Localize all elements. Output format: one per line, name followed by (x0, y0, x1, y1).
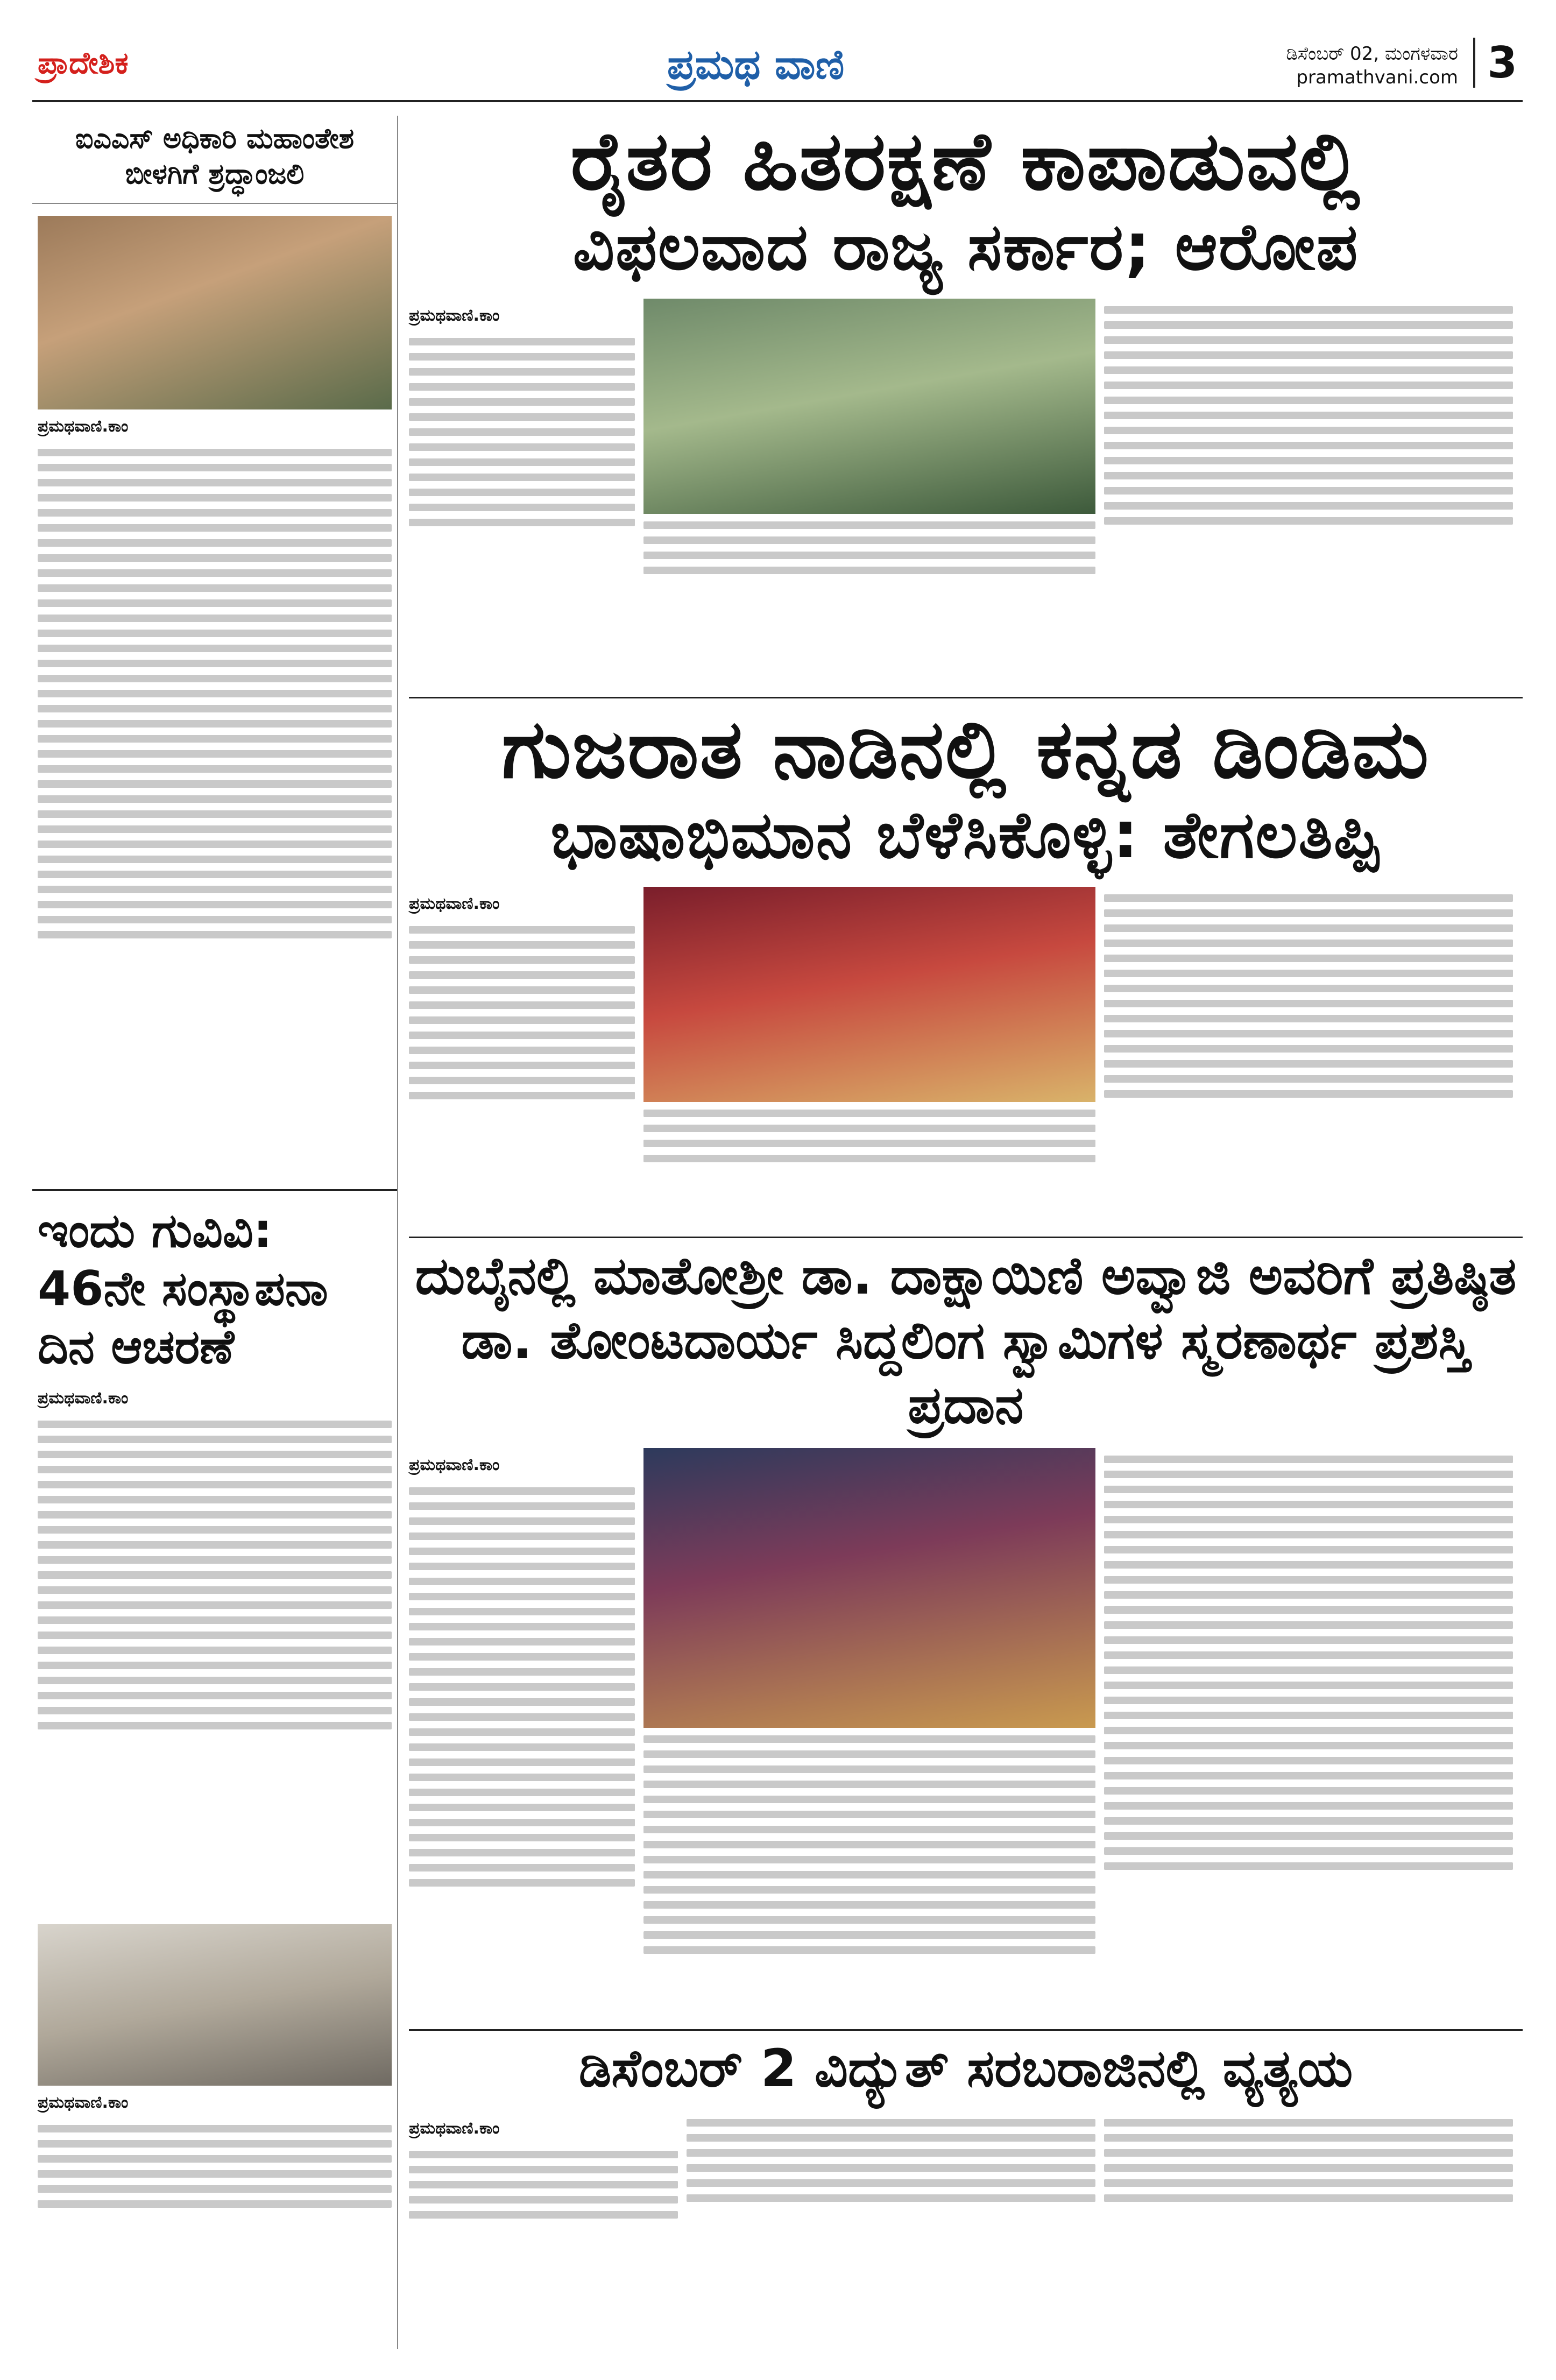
story-2-headline-2: ಭಾಷಾಭಿಮಾನ ಬೆಳೆಸಿಕೊಳ್ಳಿ: ತೇಗಲತಿಪ್ಪಿ (550, 798, 1381, 873)
anniversary-headline: ಇಂದು ಗುವಿವಿ: 46ನೇ ಸಂಸ್ಥಾಪನಾ ದಿನ ಆಚರಣೆ (38, 1203, 328, 1374)
page-number: 3 (1473, 38, 1517, 88)
story-3-body-a (409, 1480, 635, 2082)
tribute-photo (38, 216, 392, 409)
newspaper-title: ಪ್ರಮಥ ವಾಣಿ (667, 40, 845, 88)
anniversary-body (32, 1413, 397, 1908)
bottom-body (32, 2117, 397, 2247)
story-1-headline-2: ವಿಫಲವಾದ ರಾಜ್ಯ ಸರ್ಕಾರ; ಆರೋಪ (572, 210, 1359, 285)
story-dubai-award (409, 1244, 1523, 2024)
kannada-sangha-stage-photo (643, 887, 1095, 1102)
story-3-credit: ಪ್ರಮಥವಾಣಿ.ಕಾಂ (409, 1456, 500, 1474)
story-2-headline-1: ಗುಜರಾತ ನಾಡಿನಲ್ಲಿ ಕನ್ನಡ ಡಿಂಡಿಮ (501, 703, 1430, 796)
story-2-credit: ಪ್ರಮಥವಾಣಿ.ಕಾಂ (409, 894, 500, 913)
story-2-body-a (409, 919, 635, 1198)
dateline (1286, 42, 1458, 89)
bottom-credit: ಪ್ರಮಥವಾಣಿ.ಕಾಂ (38, 2093, 129, 2112)
story-farmers (409, 116, 1523, 691)
story-4-body-c (1104, 2111, 1513, 2273)
story-4-body-b (687, 2111, 1095, 2273)
section-label: ಪ್ರಾದೇಶಿಕ (38, 46, 129, 81)
story-3-headline-2: ಡಾ. ತೋಂಟದಾರ್ಯ ಸಿದ್ದಲಿಂಗ ಸ್ವಾಮಿಗಳ ಸ್ಮರಣಾರ್ಥ ಪ್ರಶಸ್ತಿ ಪ್ರದಾನ (461, 1310, 1470, 1435)
obituary-headline: ಐಎಎಸ್ ಅಧಿಕಾರಿ ಮಹಾಂತೇಶ ಬೀಳಗಿಗೆ ಶ್ರದ್ಧಾಂಜಲಿ (32, 116, 397, 204)
obituary-credit: ಪ್ರಮಥವಾಣಿ.ಕಾಂ (38, 417, 129, 436)
story-1-body-c (1104, 299, 1513, 643)
story-2-body-c (1104, 887, 1513, 1210)
masthead (32, 38, 1523, 102)
website[interactable]: pramathvani.com (1296, 67, 1458, 88)
story-3-body-b (643, 1728, 1095, 2061)
anniversary-credit: ಪ್ರಮಥವಾಣಿ.ಕಾಂ (38, 1389, 129, 1408)
issue-date: ಡಿಸೆಂಬರ್ 02, ಮಂಗಳವಾರ (1286, 43, 1458, 65)
story-3-headline-1: ದುಬೈನಲ್ಲಿ ಮಾತೋಶ್ರೀ ಡಾ. ದಾಕ್ಷಾಯಿಣಿ ಅವ್ವಾಜಿ ಅವರಿಗೆ ಪ್ರತಿಷ್ಠಿತ (415, 1246, 1517, 1306)
story-gujarat-kannada (409, 704, 1523, 1231)
story-4-headline: ಡಿಸೆಂಬರ್ 2 ವಿದ್ಯುತ್ ಸರಬರಾಜಿನಲ್ಲಿ ವ್ಯತ್ಯಯ (578, 2038, 1353, 2099)
story-4-credit: ಪ್ರಮಥವಾಣಿ.ಕಾಂ (409, 2119, 500, 2138)
left-column (32, 116, 398, 2349)
farmers-protest-photo (643, 299, 1095, 514)
story-1-body-b (643, 514, 1095, 622)
story-4-body-a (409, 2143, 678, 2272)
main-column (409, 116, 1523, 2349)
award-ceremony-photo (643, 1448, 1095, 1728)
story-1-headline-1: ರೈತರ ಹಿತರಕ್ಷಣೆ ಕಾಪಾಡುವಲ್ಲಿ (570, 115, 1361, 208)
group-photo-bottom (38, 1924, 392, 2086)
story-1-credit: ಪ್ರಮಥವಾಣಿ.ಕಾಂ (409, 306, 500, 325)
story-3-body-c (1104, 1448, 1513, 2072)
story-2-body-b (643, 1102, 1095, 1199)
obituary-body (32, 441, 397, 1184)
story-1-body-a (409, 330, 635, 621)
